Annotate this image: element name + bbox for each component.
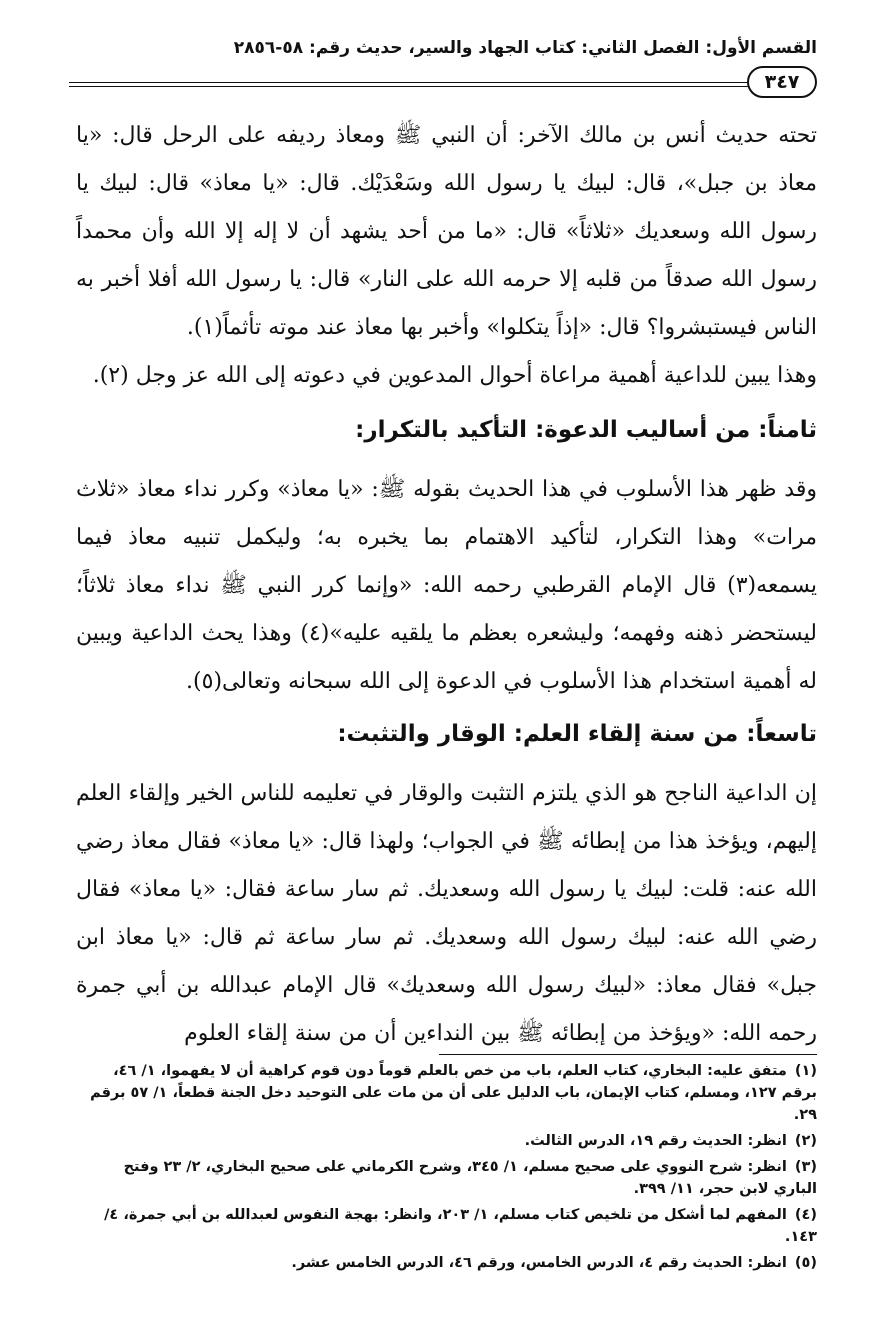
paragraph-text: تحته حديث أنس بن مالك الآخر: أن النبي ﷺ ومعاذ رديفه على الرحل قال: «يا معاذ بن جبل»، قال: لبيك يا رسول الله وسَعْدَيْك. قال: «يا معاذ» قال: لبيك يا رسول الله وسعديك «ثلاثاً» قال: «ما من أحد يشهد أن لا إله إلا الله وأن محمداً رسول الله صدقاً من قلبه إلا حرمه الله على النار» قال: يا رسول الله أفلا أخبر به الناس فيستبشروا؟ قال: «إذاً يتكلوا» وأخبر بها معاذ عند موته تأثماً(١). bbox=[76, 123, 817, 340]
paragraph-text: إن الداعية الناجح هو الذي يلتزم التثبت والوقار في تعليمه للناس الخير وإلقاء العلم إليهم، ويؤخذ هذا من إبطائه ﷺ في الجواب؛ ولهذا قال: «يا معاذ» فقال معاذ رضي الله عنه: قلت: لبيك يا رسول الله وسعديك. ثم سار ساعة فقال: «يا معاذ» فقال رضي الله عنه: لبيك رسول الله وسعديك. ثم سار ساعة ثم قال: «يا معاذ ابن جبل» فقال معاذ: «لبيك رسول الله وسعديك» قال الإمام عبدالله بن أبي جمرة رحمه الله: «ويؤخذ من إبطائه ﷺ بين النداءين أن من سنة إلقاء العلوم bbox=[76, 781, 817, 1046]
footnote-4 bbox=[76, 1204, 817, 1248]
footnote-number: (١) bbox=[794, 1063, 817, 1079]
footnote-text: انظر: الحديث رقم ١٩، الدرس الثالث. bbox=[524, 1133, 787, 1149]
footnote-5 bbox=[76, 1252, 817, 1274]
footnote-number: (٣) bbox=[794, 1159, 817, 1175]
footnote-rule bbox=[439, 1054, 817, 1055]
section-heading-eighth: ثامناً: من أساليب الدعوة: التأكيد بالتكرار: bbox=[355, 417, 817, 443]
footnotes bbox=[76, 1060, 817, 1278]
header-rule bbox=[69, 82, 749, 83]
footnote-number: (٥) bbox=[794, 1255, 817, 1271]
page-number: ٣٤٧ bbox=[747, 66, 817, 98]
section-heading-ninth: تاسعاً: من سنة إلقاء العلم: الوقار والتثبت: bbox=[337, 721, 817, 747]
footnote-2 bbox=[76, 1130, 817, 1152]
footnote-text: انظر: شرح النووي على صحيح مسلم، ١/ ٣٤٥، وشرح الكرماني على صحيح البخاري، ٢/ ٢٣ وفتح الباري لابن حجر، ١١/ ٣٩٩. bbox=[123, 1159, 817, 1197]
paragraph-text: وقد ظهر هذا الأسلوب في هذا الحديث بقوله ﷺ: «يا معاذ» وكرر نداء معاذ «ثلاث مرات» وهذا التكرار، لتأكيد الاهتمام بما يخبره به؛ وليكمل تنبيه معاذ فيما يسمعه(٣) قال الإمام القرطبي رحمه الله: «وإنما كرر النبي ﷺ نداء معاذ ثلاثاً؛ ليستحضر ذهنه وفهمه؛ وليشعره بعظم ما يلقيه عليه»(٤) وهذا يحث الداعية ويبين له أهمية استخدام هذا الأسلوب في الدعوة إلى الله سبحانه وتعالى(٥). bbox=[76, 477, 817, 694]
footnote-number: (٢) bbox=[794, 1133, 817, 1149]
paragraph-summary bbox=[76, 352, 817, 400]
paragraph-hadith bbox=[76, 112, 817, 352]
footnote-text: متفق عليه: البخاري، كتاب العلم، باب من خص بالعلم قوماً دون قوم كراهية أن لا يفهموا، ١/ ٤٦، برقم ١٢٧، ومسلم، كتاب الإيمان، باب الدليل على أن من مات على التوحيد دخل الجنة قطعاً، ١/ ٥٧ برقم ٢٩. bbox=[90, 1063, 817, 1123]
footnote-3 bbox=[76, 1156, 817, 1200]
paragraph-repetition bbox=[76, 466, 817, 706]
footnote-1 bbox=[76, 1060, 817, 1126]
footnote-text: انظر: الحديث رقم ٤، الدرس الخامس، ورقم ٤٦، الدرس الخامس عشر. bbox=[291, 1255, 787, 1271]
footnote-number: (٤) bbox=[794, 1207, 817, 1223]
paragraph-text: وهذا يبين للداعية أهمية مراعاة أحوال المدعوين في دعوته إلى الله عز وجل (٢). bbox=[92, 363, 817, 388]
paragraph-dignity bbox=[76, 770, 817, 1058]
header-rule-secondary bbox=[69, 86, 749, 87]
footnote-text: المفهم لما أشكل من تلخيص كتاب مسلم، ١/ ٢٠٣، وانظر: بهجة النفوس لعبدالله بن أبي جمرة، ٤/ ١٤٣. bbox=[104, 1207, 817, 1245]
running-title: القسم الأول: الفصل الثاني: كتاب الجهاد والسير، حديث رقم: ٥٨-٢٨٥٦ bbox=[233, 38, 817, 58]
